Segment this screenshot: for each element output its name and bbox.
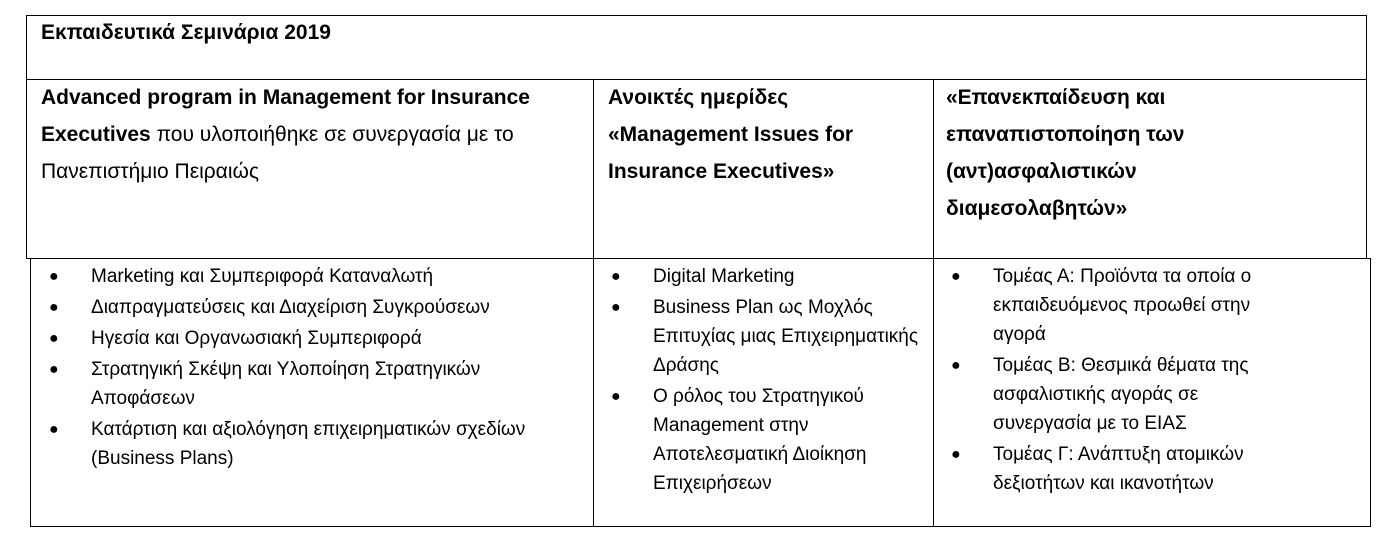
list-item <box>937 351 1267 438</box>
table-title-row <box>26 15 1367 80</box>
column-divider <box>593 79 594 258</box>
column-header-1 <box>41 79 576 190</box>
column-header-3 <box>946 79 1246 227</box>
list-item <box>937 262 1267 349</box>
column-1-list <box>35 262 587 475</box>
list-item-text: Digital Marketing <box>653 266 795 287</box>
column-header-2-bold: Ανοικτές ημερίδες «Management Issues for Insurance Executives» <box>608 86 854 183</box>
bullet-icon: ● <box>49 299 59 316</box>
list-item-text: Business Plan ως Μοχλός Επιτυχίας μιας Επιχειρηματικής Δράσης <box>653 297 919 376</box>
bullet-icon: ● <box>49 361 59 378</box>
list-item <box>35 355 587 413</box>
table-title: Εκπαιδευτικά Σεμινάρια 2019 <box>41 21 331 44</box>
bullet-icon: ● <box>951 446 961 463</box>
table-body-row <box>30 258 1371 527</box>
bullet-icon: ● <box>611 299 621 316</box>
bullet-icon: ● <box>611 388 621 405</box>
column-3-list <box>937 262 1267 500</box>
table-header-row <box>26 79 1367 259</box>
list-item <box>35 415 587 473</box>
column-header-1-bold: Advanced program in Management for Insurance Executives <box>41 86 530 146</box>
list-item-text: Τομέας Β: Θεσμικά θέματα της ασφαλιστικής αγοράς σε συνεργασία με το ΕΙΑΣ <box>993 355 1249 434</box>
list-item-text: Διαπραγματεύσεις και Διαχείριση Συγκρούσεων <box>91 297 490 318</box>
list-item-text: Τομέας Γ: Ανάπτυξη ατομικών δεξιοτήτων και ικανοτήτων <box>993 444 1244 494</box>
column-divider <box>593 259 594 527</box>
list-item-text: Κατάρτιση και αξιολόγηση επιχειρηματικών σχεδίων (Business Plans) <box>91 419 526 469</box>
list-item <box>35 262 587 291</box>
list-item <box>937 440 1267 498</box>
list-item <box>35 293 587 322</box>
bullet-icon: ● <box>951 268 961 285</box>
column-header-2 <box>608 79 918 190</box>
column-header-1-normal: που υλοποιήθηκε σε συνεργασία με το Πανεπιστήμιο Πειραιώς <box>41 123 514 183</box>
list-item <box>597 293 927 380</box>
column-divider <box>933 259 934 527</box>
list-item <box>35 324 587 353</box>
bullet-icon: ● <box>49 330 59 347</box>
bullet-icon: ● <box>611 268 621 285</box>
list-item-text: Στρατηγική Σκέψη και Υλοποίηση Στρατηγικών Αποφάσεων <box>91 359 481 409</box>
column-divider <box>933 79 934 258</box>
list-item <box>597 262 927 291</box>
list-item-text: Marketing και Συμπεριφορά Καταναλωτή <box>91 266 434 287</box>
list-item <box>597 382 927 498</box>
bullet-icon: ● <box>49 268 59 285</box>
list-item-text: Ηγεσία και Οργανωσιακή Συμπεριφορά <box>91 328 422 349</box>
list-item-text: Τομέας Α: Προϊόντα τα οποία ο εκπαιδευόμενος προωθεί στην αγορά <box>993 266 1252 345</box>
bullet-icon: ● <box>49 421 59 438</box>
column-header-3-bold: «Επανεκπαίδευση και επαναπιστοποίηση των (αντ)ασφαλιστικών διαμεσολαβητών» <box>946 86 1185 220</box>
column-2-list <box>597 262 927 500</box>
list-item-text: Ο ρόλος του Στρατηγικού Management στην Αποτελεσματική Διοίκηση Επιχειρήσεων <box>653 386 867 494</box>
bullet-icon: ● <box>951 357 961 374</box>
